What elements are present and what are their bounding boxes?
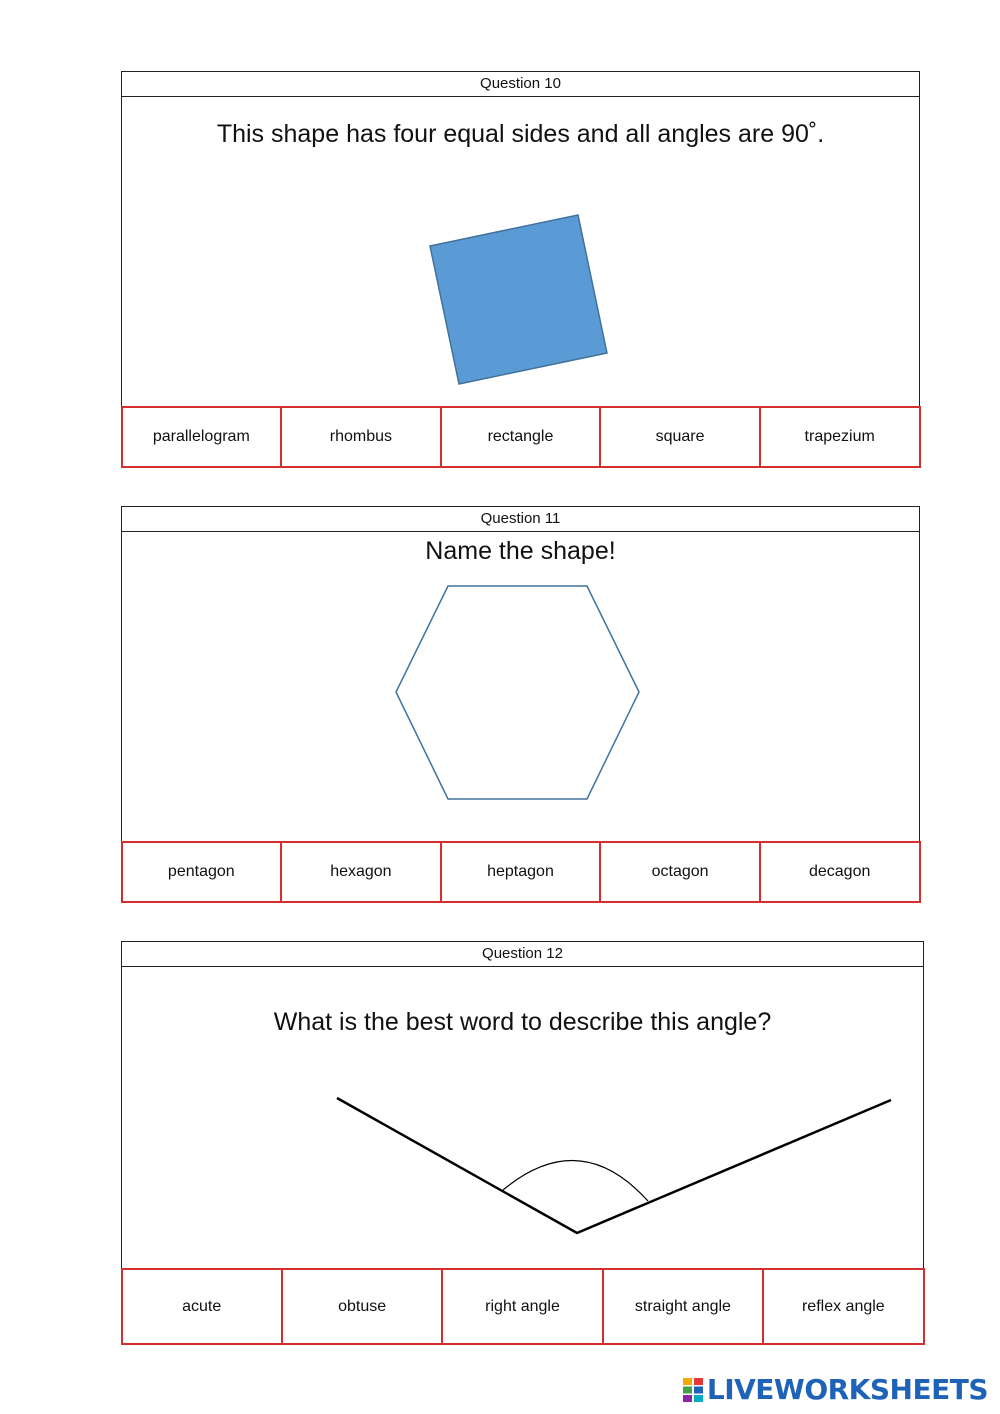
option-square[interactable]: square	[601, 408, 761, 466]
option-decagon[interactable]: decagon	[808, 863, 871, 880]
question-prompt: This shape has four equal sides and all angles are 90˚.	[216, 120, 825, 148]
question-card-12	[121, 941, 924, 1345]
option-acute[interactable]: acute	[123, 1270, 283, 1343]
rotated-square-shape	[430, 215, 607, 384]
liveworksheets-logo-icon	[683, 1378, 703, 1402]
option-right-angle[interactable]: right angle	[443, 1270, 603, 1343]
option-straight-angle[interactable]: straight angle	[604, 1270, 764, 1343]
brand-wordmark: LIVEWORKSHEETS	[706, 1373, 988, 1406]
question-header: Question 12	[122, 942, 923, 967]
angle-figure	[122, 942, 925, 1272]
option-obtuse[interactable]: obtuse	[283, 1270, 443, 1343]
square-figure	[122, 72, 921, 407]
question-prompt: Name the shape!	[425, 537, 616, 565]
answer-options	[121, 841, 921, 903]
option-hexagon[interactable]: hexagon	[282, 843, 442, 901]
question-prompt: What is the best word to describe this angle?	[273, 1008, 772, 1036]
angle-rays	[337, 1098, 891, 1233]
option-trapezium[interactable]: trapezium	[804, 428, 875, 445]
angle-arc	[503, 1161, 648, 1201]
question-header: Question 10	[122, 72, 919, 97]
option-rhombus[interactable]: rhombus	[282, 408, 442, 466]
option-octagon[interactable]: octagon	[601, 843, 761, 901]
hexagon-figure	[122, 507, 921, 842]
option-rectangle[interactable]: rectangle	[442, 408, 602, 466]
question-card-11	[121, 506, 920, 903]
option-pentagon[interactable]: pentagon	[123, 843, 283, 901]
brand-footer	[683, 1373, 988, 1406]
option-heptagon[interactable]: heptagon	[442, 843, 602, 901]
option-parallelogram[interactable]: parallelogram	[123, 408, 283, 466]
question-card-10	[121, 71, 920, 468]
option-reflex-angle[interactable]: reflex angle	[801, 1297, 885, 1315]
hexagon-shape	[396, 586, 639, 799]
answer-options	[121, 1268, 925, 1345]
answer-options	[121, 406, 921, 468]
question-header: Question 11	[122, 507, 919, 532]
